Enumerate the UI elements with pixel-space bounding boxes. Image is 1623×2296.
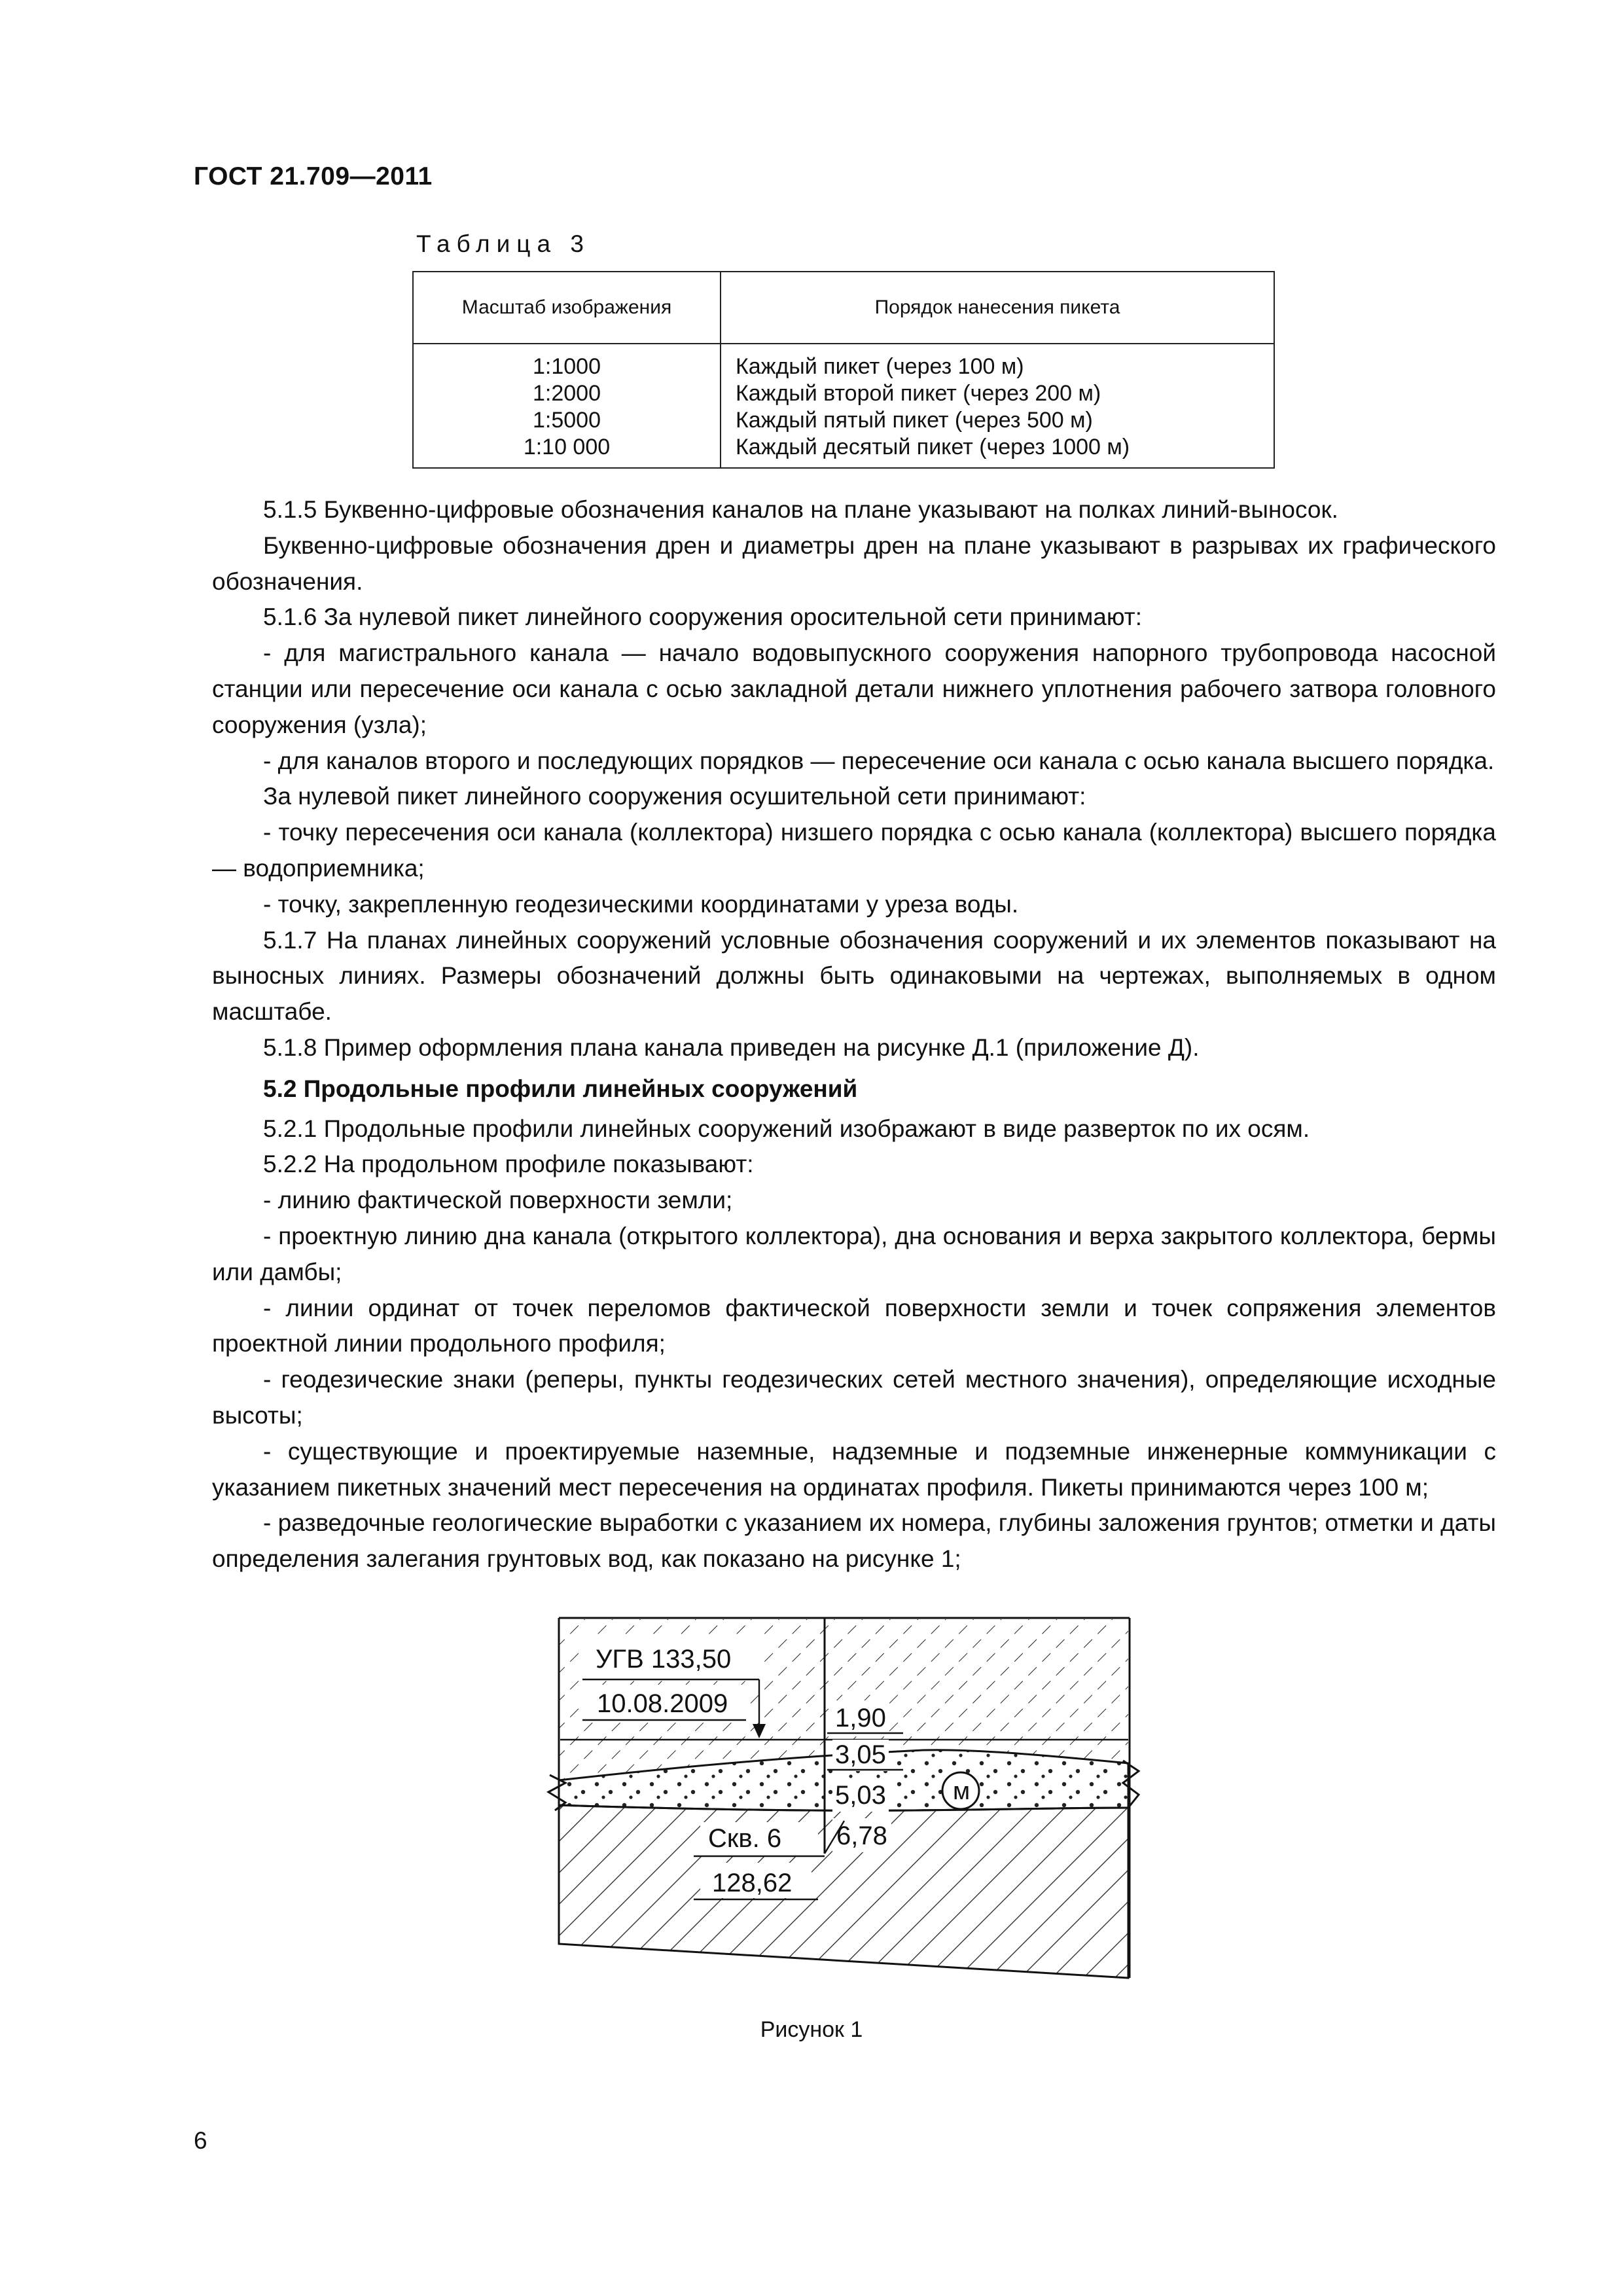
paragraph-drainage-zero-picket: За нулевой пикет линейного сооружения осушительной сети принимают: xyxy=(263,783,1086,810)
depth-label: 6,78 xyxy=(836,1821,887,1850)
picket-order-value: Каждый пикет (через 100 м) xyxy=(736,354,1024,379)
scale-value: 1:5000 xyxy=(533,408,601,433)
soil-symbol-letter: м xyxy=(953,1778,971,1805)
list-item: - проектную линию дна канала (открытого коллектора), дна основания и верха закрытого коллектора, бермы или дамбы; xyxy=(212,1222,1496,1285)
picket-order-value: Каждый десятый пикет (через 1000 м) xyxy=(736,435,1130,459)
paragraph-5-1-7: 5.1.7 На планах линейных сооружений условные обозначения сооружений и их элементов показывают на выносных линиях. Размеры обозначений должны быть одинаковыми на чертежах, выполняемых в одном масштабе. xyxy=(212,926,1496,1026)
scale-value: 1:1000 xyxy=(533,354,601,379)
figure-caption: Рисунок 1 xyxy=(760,2017,863,2042)
paragraph-drains: Буквенно-цифровые обозначения дрен и диаметры дрен на плане указывают в разрывах их графического обозначения. xyxy=(212,531,1496,595)
list-item: - для каналов второго и последующих порядков — пересечение оси канала с осью канала высшего порядка. xyxy=(263,747,1495,774)
main-text xyxy=(212,492,1496,1577)
table-body-row xyxy=(413,344,1274,468)
paragraph-5-1-5: 5.1.5 Буквенно-цифровые обозначения каналов на плане указывают на полках линий-выносок. xyxy=(263,496,1338,523)
document-code-header: ГОСТ 21.709—2011 xyxy=(194,162,433,190)
groundwater-level-label: УГВ 133,50 xyxy=(596,1645,732,1674)
groundwater-date-label: 10.08.2009 xyxy=(597,1689,728,1718)
list-item: - точку, закрепленную геодезическими координатами у уреза воды. xyxy=(263,890,1019,918)
paragraph-5-1-6: 5.1.6 За нулевой пикет линейного сооружения оросительной сети принимают: xyxy=(263,603,1143,631)
paragraph-5-2-2: 5.2.2 На продольном профиле показывают: xyxy=(263,1151,754,1178)
depth-label: 1,90 xyxy=(835,1704,886,1732)
scale-value: 1:2000 xyxy=(533,381,601,406)
well-elevation-label: 128,62 xyxy=(712,1869,793,1897)
borehole-profile-figure xyxy=(537,1611,1152,1991)
list-item: - линии ординат от точек переломов фактической поверхности земли и точек сопряжения элементов проектной линии продольного профиля; xyxy=(212,1294,1496,1357)
picket-order-value: Каждый пятый пикет (через 500 м) xyxy=(736,408,1093,433)
depth-label: 3,05 xyxy=(835,1740,886,1769)
list-item: - для магистрального канала — начало водовыпускного сооружения напорного трубопровода насосной станции или пересечение оси канала с осью закладной детали нижнего уплотнения рабочего затвора головного сооружения (узла); xyxy=(212,639,1496,738)
column-header-scale: Масштаб изображения xyxy=(413,272,721,344)
scale-picket-table xyxy=(412,271,1275,469)
page-number: 6 xyxy=(194,2127,207,2154)
depth-label: 5,03 xyxy=(835,1781,886,1810)
column-header-picket-order: Порядок нанесения пикета xyxy=(721,272,1274,344)
well-number-label: Скв. 6 xyxy=(708,1824,782,1853)
table-caption: Таблица 3 xyxy=(416,230,590,257)
list-item: - разведочные геологические выработки с указанием их номера, глубины заложения грунтов; отметки и даты определения залегания грунтовых вод, как показано на рисунке 1; xyxy=(212,1509,1496,1573)
list-item: - геодезические знаки (реперы, пункты геодезических сетей местного значения), определяющие исходные высоты; xyxy=(212,1366,1496,1429)
paragraph-5-1-8: 5.1.8 Пример оформления плана канала приведен на рисунке Д.1 (приложение Д). xyxy=(263,1033,1200,1061)
list-item: - точку пересечения оси канала (коллектора) низшего порядка с осью канала (коллектора) высшего порядка — водоприемника; xyxy=(212,819,1496,882)
scale-cell xyxy=(413,344,721,468)
list-item: - линию фактической поверхности земли; xyxy=(263,1187,733,1214)
section-heading-5-2: 5.2 Продольные профили линейных сооружений xyxy=(263,1075,858,1102)
table-header-row xyxy=(413,272,1274,344)
list-item: - существующие и проектируемые наземные, надземные и подземные инженерные коммуникации с указанием пикетных значений мест пересечения на ординатах профиля. Пикеты принимаются через 100 м; xyxy=(212,1437,1496,1501)
picket-order-cell xyxy=(721,344,1274,468)
picket-order-value: Каждый второй пикет (через 200 м) xyxy=(736,381,1101,406)
scale-value: 1:10 000 xyxy=(523,435,611,459)
paragraph-5-2-1: 5.2.1 Продольные профили линейных сооружений изображают в виде разверток по их осям. xyxy=(263,1115,1310,1142)
